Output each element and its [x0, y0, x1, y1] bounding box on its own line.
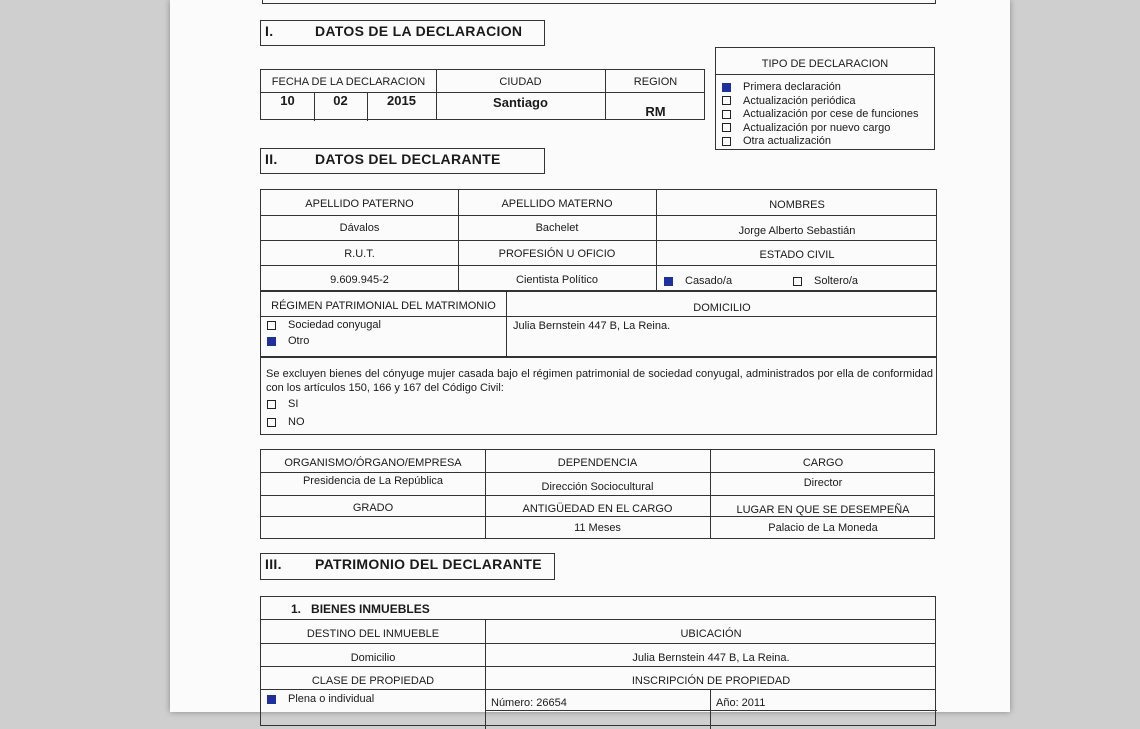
- tipo-option[interactable]: Actualización por cese de funciones: [722, 108, 932, 122]
- regimen-otro[interactable]: Otro: [267, 335, 309, 349]
- inscripcion-anio: Año: 2011: [716, 697, 766, 709]
- ciudad-value: Santiago: [493, 94, 548, 110]
- bienes-inmuebles-title: 1. BIENES INMUEBLES: [291, 602, 430, 616]
- inscripcion-label: INSCRIPCIÓN DE PROPIEDAD: [631, 675, 791, 687]
- domicilio-value: Julia Bernstein 447 B, La Reina.: [513, 320, 671, 332]
- declarante-table: [260, 189, 937, 291]
- domicilio-label: DOMICILIO: [693, 302, 751, 314]
- lugar-value: Palacio de La Moneda: [768, 522, 878, 534]
- region-value: RM: [645, 103, 666, 119]
- exclusion-no[interactable]: NO: [267, 416, 305, 430]
- antiguedad-label: ANTIGÜEDAD EN EL CARGO: [522, 503, 673, 515]
- estado-casado[interactable]: Casado/a: [664, 275, 732, 287]
- tipo-option[interactable]: Actualización periódica: [722, 95, 932, 109]
- estado-civil-label: ESTADO CIVIL: [759, 249, 835, 261]
- clase-plena[interactable]: Plena o individual: [267, 693, 374, 707]
- regimen-label: RÉGIMEN PATRIMONIAL DEL MATRIMONIO: [271, 300, 496, 312]
- dependencia-label: DEPENDENCIA: [557, 457, 638, 469]
- checkbox-checked-icon: [664, 277, 673, 286]
- tipo-option[interactable]: Primera declaración: [722, 81, 932, 95]
- destino-value: Domicilio: [350, 652, 396, 664]
- section-3-header: III. PATRIMONIO DEL DECLARANTE: [260, 553, 555, 580]
- ap-materno-value: Bachelet: [535, 222, 579, 234]
- checkbox-icon: [722, 110, 731, 119]
- clase-label: CLASE DE PROPIEDAD: [311, 675, 435, 687]
- ap-paterno-value: Dávalos: [339, 222, 380, 234]
- rut-label: R.U.T.: [344, 248, 375, 260]
- ap-paterno-label: APELLIDO PATERNO: [305, 198, 414, 210]
- profesion-label: PROFESIÓN U OFICIO: [498, 248, 616, 260]
- ubicacion-label: UBICACIÓN: [680, 628, 742, 640]
- regimen-table: [260, 291, 937, 357]
- fecha-table: [260, 69, 705, 120]
- checkbox-icon: [722, 96, 731, 105]
- checkbox-checked-icon: [267, 695, 276, 704]
- profesion-value: Cientista Político: [516, 274, 598, 286]
- rut-value: 9.609.945-2: [330, 274, 389, 286]
- antiguedad-value: 11 Meses: [574, 522, 621, 534]
- organismo-value: Presidencia de La República: [302, 475, 444, 487]
- checkbox-checked-icon: [267, 337, 276, 346]
- exclusion-text: Se excluyen bienes del cónyuge mujer casada bajo el régimen patrimonial de sociedad conyugal, administrados por ella de conformidad con los artículos 150, 166 y 167 del Código Civil:: [266, 368, 933, 394]
- exclusion-box: [260, 357, 937, 435]
- nombres-label: NOMBRES: [769, 199, 825, 211]
- exclusion-si[interactable]: SI: [267, 398, 298, 412]
- estado-soltero[interactable]: Soltero/a: [793, 275, 858, 287]
- top-frame: [262, 0, 936, 4]
- checkbox-icon: [267, 418, 276, 427]
- cargo-label: CARGO: [802, 457, 844, 469]
- region-label: REGION: [633, 76, 678, 88]
- section-2-header: II. DATOS DEL DECLARANTE: [260, 148, 545, 174]
- checkbox-icon: [267, 400, 276, 409]
- tipo-option[interactable]: Actualización por nuevo cargo: [722, 122, 932, 136]
- fecha-label: FECHA DE LA DECLARACION: [271, 76, 426, 88]
- fecha-dia: 10: [280, 92, 295, 108]
- grado-label: GRADO: [352, 502, 394, 514]
- checkbox-icon: [722, 137, 731, 146]
- dependencia-value: Dirección Sociocultural: [541, 481, 654, 493]
- nombres-value: Jorge Alberto Sebastián: [738, 225, 856, 237]
- cargo-table: [260, 449, 935, 539]
- checkbox-icon: [722, 123, 731, 132]
- bienes-inmuebles-table: [260, 596, 936, 726]
- lugar-label: LUGAR EN QUE SE DESEMPEÑA: [736, 504, 910, 516]
- tipo-options: [722, 81, 932, 149]
- cargo-value: Director: [803, 477, 843, 489]
- tipo-declaracion-box: [715, 47, 935, 150]
- tipo-option[interactable]: Otra actualización: [722, 135, 932, 149]
- inscripcion-numero: Número: 26654: [491, 697, 567, 709]
- checkbox-icon: [793, 277, 802, 286]
- destino-label: DESTINO DEL INMUEBLE: [306, 628, 440, 640]
- ubicacion-value: Julia Bernstein 447 B, La Reina.: [632, 652, 790, 664]
- fecha-anio: 2015: [387, 92, 416, 108]
- ciudad-label: CIUDAD: [499, 76, 542, 88]
- tipo-title: TIPO DE DECLARACION: [761, 58, 889, 70]
- checkbox-checked-icon: [722, 83, 731, 92]
- document-page: [170, 0, 1010, 712]
- ap-materno-label: APELLIDO MATERNO: [501, 198, 613, 210]
- organismo-label: ORGANISMO/ÓRGANO/EMPRESA: [284, 457, 462, 469]
- section-1-header: I. DATOS DE LA DECLARACION: [260, 20, 545, 46]
- regimen-sociedad[interactable]: Sociedad conyugal: [267, 319, 381, 333]
- fecha-mes: 02: [333, 92, 348, 108]
- grado-value: [261, 520, 485, 536]
- checkbox-icon: [267, 321, 276, 330]
